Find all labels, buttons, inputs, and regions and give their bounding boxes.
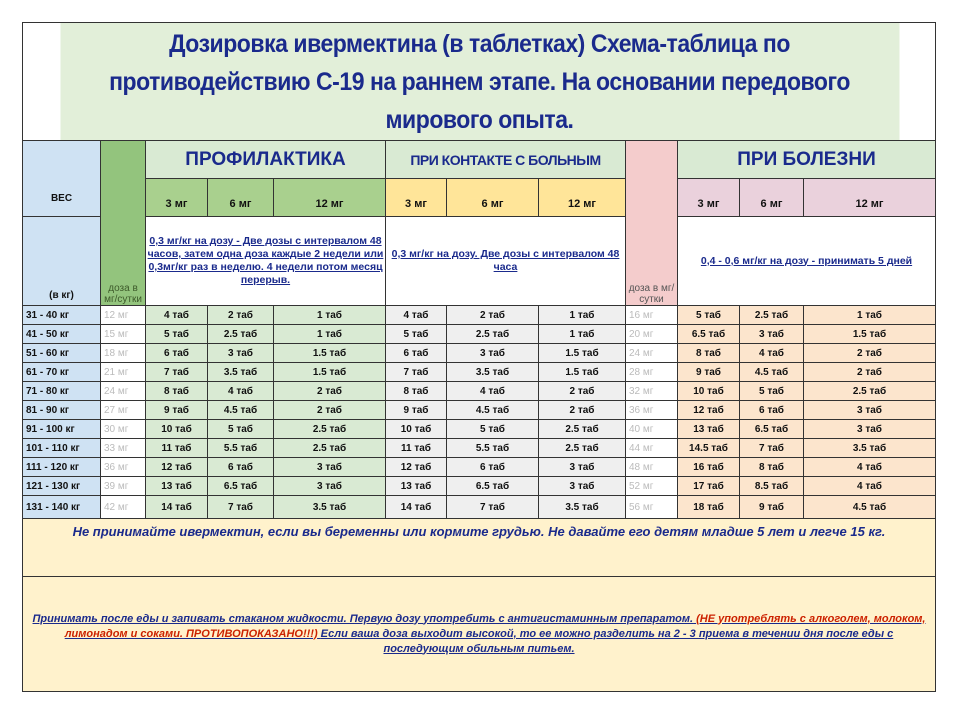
mg-header: 3 мг [386,179,447,217]
prophylaxis-cell: 2 таб [274,382,386,401]
illness-cell: 6 таб [740,401,804,420]
prophylaxis-cell: 6 таб [208,458,274,477]
illness-cell: 3 таб [740,325,804,344]
illness-cell: 1.5 таб [804,325,936,344]
contact-cell: 10 таб [386,420,447,439]
prophylaxis-cell: 10 таб [146,420,208,439]
contact-cell: 4 таб [447,382,539,401]
contact-cell: 1 таб [539,306,626,325]
illness-cell: 4 таб [804,477,936,496]
mg-header: 12 мг [274,179,386,217]
mg-header: 12 мг [804,179,936,217]
dose-cell: 40 мг [626,420,678,439]
page-title: Дозировка ивермектина (в таблетках) Схема-таблица по противодействию С-19 на раннем этапе. На основании передового мирового опыта. [59,23,899,141]
contact-cell: 3 таб [539,458,626,477]
illness-cell: 12 таб [678,401,740,420]
table-row [23,439,936,458]
illness-cell: 8 таб [678,344,740,363]
weight-cell: 121 - 130 кг [23,477,101,496]
illness-cell: 14.5 таб [678,439,740,458]
contact-cell: 1.5 таб [539,363,626,382]
prophylaxis-cell: 1.5 таб [274,363,386,382]
illness-cell: 2.5 таб [740,306,804,325]
prophylaxis-cell: 3.5 таб [274,496,386,519]
contact-cell: 2.5 таб [539,420,626,439]
prophylaxis-cell: 12 таб [146,458,208,477]
dose-cell: 18 мг [101,344,146,363]
contact-cell: 1.5 таб [539,344,626,363]
contact-cell: 6 таб [447,458,539,477]
illness-cell: 4.5 таб [740,363,804,382]
prophylaxis-cell: 5.5 таб [208,439,274,458]
prophylaxis-cell: 14 таб [146,496,208,519]
section-contact: ПРИ КОНТАКТЕ С БОЛЬНЫМ [386,141,626,179]
instructions-note [23,577,936,692]
table-row [23,344,936,363]
instructions-text: Принимать после еды и запивать стаканом жидкости. Первую дозу употребить с антигистаминным препаратом. [32,612,694,625]
mg-header: 6 мг [208,179,274,217]
table-row [23,306,936,325]
prophylaxis-cell: 9 таб [146,401,208,420]
contact-cell: 3 таб [447,344,539,363]
illness-cell: 7 таб [740,439,804,458]
contact-cell: 12 таб [386,458,447,477]
illness-cell: 4 таб [804,458,936,477]
weight-cell: 71 - 80 кг [23,382,101,401]
contact-cell: 2 таб [539,401,626,420]
weight-cell: 101 - 110 кг [23,439,101,458]
illness-cell: 8.5 таб [740,477,804,496]
mg-header: 3 мг [678,179,740,217]
dose-cell: 52 мг [626,477,678,496]
prophylaxis-description: 0,3 мг/кг на дозу - Две дозы с интервалом 48 часов, затем одна доза каждые 2 недели или 0,3мг/кг раз в неделю. 4 недели потом месяц перерыв. [146,217,386,306]
prophylaxis-cell: 2 таб [274,401,386,420]
instructions-warning: (НЕ употреблять с алкоголем, молоком, лимонадом и соками. ПРОТИВОПОКАЗАНО!!!) [64,612,926,640]
dose-cell: 44 мг [626,439,678,458]
prophylaxis-cell: 2 таб [208,306,274,325]
dose-cell: 16 мг [626,306,678,325]
illness-cell: 4 таб [740,344,804,363]
prophylaxis-cell: 6 таб [146,344,208,363]
prophylaxis-cell: 2.5 таб [274,420,386,439]
illness-cell: 10 таб [678,382,740,401]
weight-cell: 41 - 50 кг [23,325,101,344]
prophylaxis-cell: 1.5 таб [274,344,386,363]
illness-cell: 17 таб [678,477,740,496]
illness-cell: 3 таб [804,401,936,420]
contact-cell: 11 таб [386,439,447,458]
illness-cell: 5 таб [740,382,804,401]
dose-cell: 28 мг [626,363,678,382]
illness-cell: 2 таб [804,344,936,363]
contact-cell: 14 таб [386,496,447,519]
instructions-text-2: Если ваша доза выходит высокой, то ее можно разделить на 2 - 3 приема в течении дня после еды с последующим обильным питьем. [320,627,894,655]
contact-cell: 2 таб [447,306,539,325]
prophylaxis-cell: 1 таб [274,325,386,344]
section-prophylaxis: ПРОФИЛАКТИКА [146,141,386,179]
illness-description: 0,4 - 0,6 мг/кг на дозу - принимать 5 дней [678,217,936,306]
dose-cell: 30 мг [101,420,146,439]
contact-cell: 5.5 таб [447,439,539,458]
prophylaxis-cell: 7 таб [208,496,274,519]
table-row [23,363,936,382]
mg-header: 3 мг [146,179,208,217]
illness-cell: 6.5 таб [678,325,740,344]
dose-cell: 20 мг [626,325,678,344]
weight-header [23,141,101,217]
dose-cell: 32 мг [626,382,678,401]
prophylaxis-cell: 2.5 таб [274,439,386,458]
illness-cell: 9 таб [740,496,804,519]
illness-cell: 6.5 таб [740,420,804,439]
prophylaxis-cell: 7 таб [146,363,208,382]
table-row [23,458,936,477]
weight-cell: 81 - 90 кг [23,401,101,420]
section-illness: ПРИ БОЛЕЗНИ [678,141,936,179]
contact-cell: 3.5 таб [447,363,539,382]
dose-cell: 21 мг [101,363,146,382]
dosage-table-container [22,22,935,692]
weight-cell: 61 - 70 кг [23,363,101,382]
illness-cell: 4.5 таб [804,496,936,519]
contact-description: 0,3 мг/кг на дозу. Две дозы с интервалом 48 часа [386,217,626,306]
dose-cell: 15 мг [101,325,146,344]
illness-cell: 2 таб [804,363,936,382]
dose-cell: 36 мг [626,401,678,420]
prophylaxis-cell: 4 таб [208,382,274,401]
weight-cell: 31 - 40 кг [23,306,101,325]
contact-cell: 9 таб [386,401,447,420]
dose-cell: 24 мг [626,344,678,363]
prophylaxis-cell: 6.5 таб [208,477,274,496]
mg-header: 6 мг [740,179,804,217]
mg-header: 12 мг [539,179,626,217]
prophylaxis-cell: 4.5 таб [208,401,274,420]
illness-cell: 2.5 таб [804,382,936,401]
contact-cell: 4.5 таб [447,401,539,420]
contact-cell: 5 таб [447,420,539,439]
table-row [23,401,936,420]
table-row [23,325,936,344]
prophylaxis-cell: 13 таб [146,477,208,496]
weight-cell: 51 - 60 кг [23,344,101,363]
dose-cell: 42 мг [101,496,146,519]
prophylaxis-cell: 3 таб [208,344,274,363]
weight-cell: 91 - 100 кг [23,420,101,439]
illness-cell: 18 таб [678,496,740,519]
contact-cell: 7 таб [386,363,447,382]
contact-cell: 3 таб [539,477,626,496]
weight-unit: (в кг) [23,217,101,306]
prophylaxis-cell: 3.5 таб [208,363,274,382]
contact-cell: 3.5 таб [539,496,626,519]
illness-cell: 3.5 таб [804,439,936,458]
illness-cell: 1 таб [804,306,936,325]
contact-cell: 5 таб [386,325,447,344]
illness-cell: 16 таб [678,458,740,477]
illness-cell: 9 таб [678,363,740,382]
illness-cell: 8 таб [740,458,804,477]
dose-cell: 56 мг [626,496,678,519]
dose-cell: 48 мг [626,458,678,477]
dose-cell: 24 мг [101,382,146,401]
dose-cell: 12 мг [101,306,146,325]
illness-cell: 3 таб [804,420,936,439]
table-row [23,382,936,401]
contact-cell: 6 таб [386,344,447,363]
table-row [23,477,936,496]
weight-cell: 131 - 140 кг [23,496,101,519]
dose-cell: 39 мг [101,477,146,496]
contact-cell: 4 таб [386,306,447,325]
contact-cell: 13 таб [386,477,447,496]
contact-cell: 2.5 таб [539,439,626,458]
dosage-table [22,22,936,692]
contact-cell: 8 таб [386,382,447,401]
contact-cell: 2 таб [539,382,626,401]
prophylaxis-cell: 8 таб [146,382,208,401]
dose-cell: 33 мг [101,439,146,458]
contact-cell: 2.5 таб [447,325,539,344]
table-row [23,420,936,439]
prophylaxis-cell: 3 таб [274,477,386,496]
weight-label: ВЕС [50,193,73,204]
dose-header-2: доза в мг/сутки [626,141,678,306]
prophylaxis-cell: 1 таб [274,306,386,325]
table-row [23,496,936,519]
contact-cell: 1 таб [539,325,626,344]
contact-cell: 6.5 таб [447,477,539,496]
illness-cell: 5 таб [678,306,740,325]
weight-cell: 111 - 120 кг [23,458,101,477]
prophylaxis-cell: 3 таб [274,458,386,477]
prophylaxis-cell: 5 таб [146,325,208,344]
mg-header: 6 мг [447,179,539,217]
dose-cell: 36 мг [101,458,146,477]
warning-note: Не принимайте ивермектин, если вы беременны или кормите грудью. Не давайте его детям младше 5 лет и легче 15 кг. [23,519,936,577]
prophylaxis-cell: 2.5 таб [208,325,274,344]
prophylaxis-cell: 5 таб [208,420,274,439]
dose-header-1: доза в мг/сутки [101,141,146,306]
contact-cell: 7 таб [447,496,539,519]
prophylaxis-cell: 11 таб [146,439,208,458]
illness-cell: 13 таб [678,420,740,439]
prophylaxis-cell: 4 таб [146,306,208,325]
dose-cell: 27 мг [101,401,146,420]
